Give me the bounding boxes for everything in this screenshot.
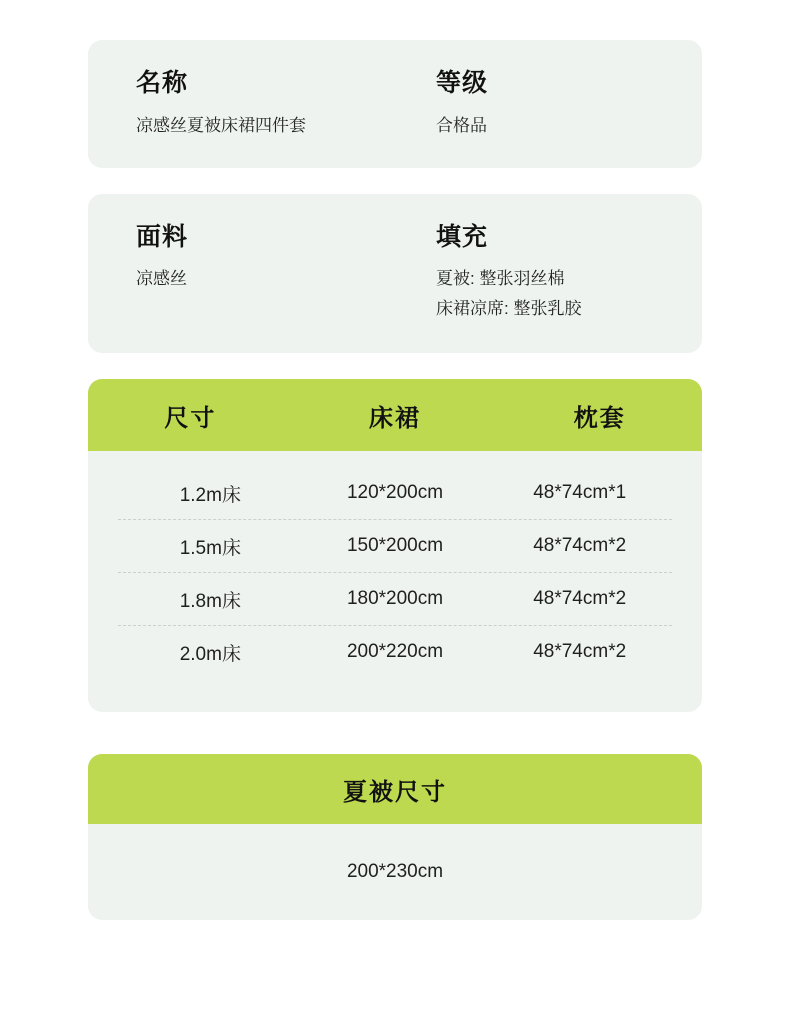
size-header-size: 尺寸 [164,404,217,432]
fabric-filling-card [88,194,702,354]
cell-bedskirt: 150*200cm [346,535,444,557]
grade-column [436,70,654,140]
cell-pillowcase: 48*74cm*2 [533,641,627,663]
table-row [118,467,672,520]
cell-pillowcase: 48*74cm*2 [533,588,627,610]
cell-size: 1.8m床 [179,590,241,612]
cell-pillowcase: 48*74cm*1 [533,482,627,504]
name-title: 名称 [136,69,189,97]
size-table [88,379,702,712]
grade-title: 等级 [436,69,489,97]
filling-value-quilt: 夏被: 整张羽丝棉 [436,269,565,289]
cell-bedskirt: 200*220cm [346,641,444,663]
quilt-size-value: 200*230cm [346,861,444,883]
fabric-column [136,224,436,294]
fabric-value: 凉感丝 [136,269,187,289]
quilt-size-title: 夏被尺寸 [88,754,702,824]
size-header-pillowcase: 枕套 [573,404,626,432]
grade-value: 合格品 [436,115,487,135]
name-grade-card [88,40,702,168]
fabric-filling-row [136,224,654,324]
cell-size: 2.0m床 [179,643,241,665]
cell-bedskirt: 180*200cm [346,588,444,610]
size-table-body [88,451,702,712]
name-column [136,70,436,140]
name-value: 凉感丝夏被床裙四件套 [136,115,306,135]
quilt-size-table [88,754,702,920]
filling-title: 填充 [436,222,489,251]
cell-size: 1.5m床 [179,537,241,559]
table-row [118,626,672,678]
table-row [118,573,672,626]
cell-bedskirt: 120*200cm [346,482,444,504]
filling-value-bedskirt: 床裙凉席: 整张乳胶 [436,299,582,319]
name-grade-row [136,70,654,140]
size-table-header [88,379,702,451]
filling-column [436,224,654,324]
cell-pillowcase: 48*74cm*2 [533,535,627,557]
size-header-bedskirt: 床裙 [369,404,421,432]
table-row [118,520,672,573]
cell-size: 1.2m床 [179,484,241,506]
fabric-title: 面料 [136,222,189,251]
